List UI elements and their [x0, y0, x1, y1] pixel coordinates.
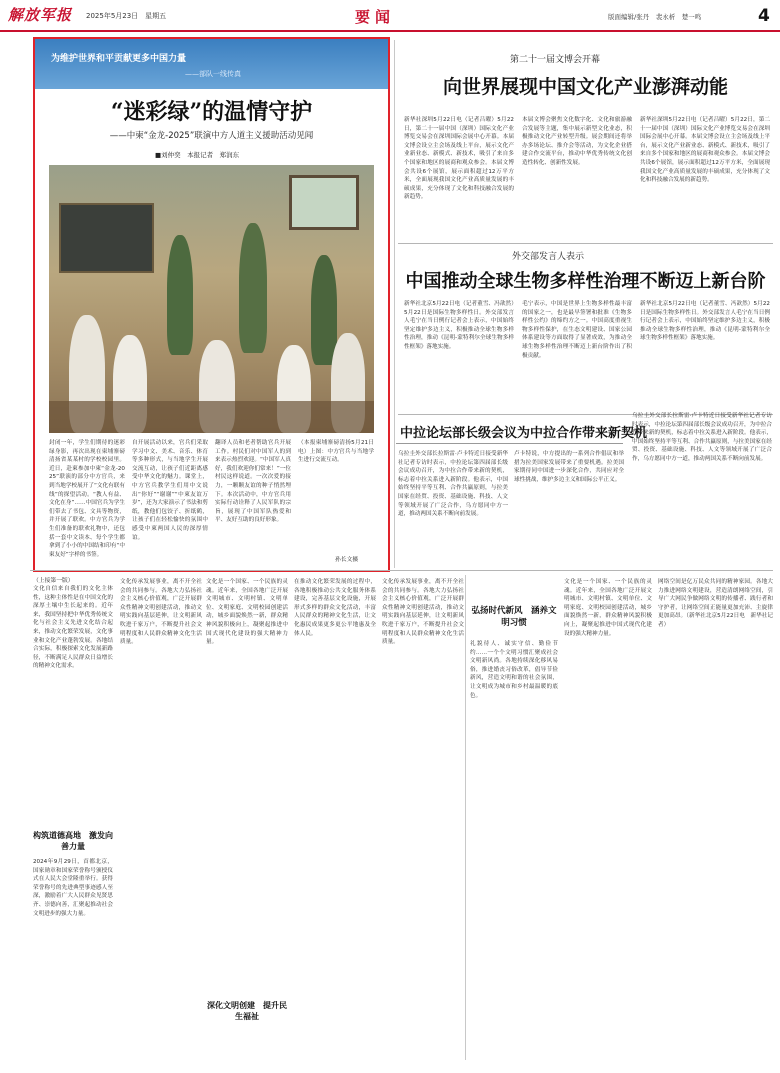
feature-subtitle: ——中柬“金龙-2025”联演中方人道主义援助活动见闻 [109, 131, 314, 141]
article3-body: 乌拉圭外交部长拉斯雷·卢卡特近日接受新华社记者专访时表示，中拉论坛第四届部长级会议成功召开，为中拉合作带来新的契机，标志着中拉关系进入新阶段。他表示，中国始终坚持平等互利、合作共赢原则，与拉美国家在经贸、投资、基础设施、科技、人文等领域开展了广泛合作，乌方愿同中方一道，推动两国关系不断向前发展。 [632, 413, 772, 462]
banner-headline: 为维护世界和平贡献更多中国力量 [51, 54, 187, 64]
page-editors: 版面编辑/张丹 裴永析 楚一鸣 [608, 13, 702, 21]
headline-underline [396, 443, 623, 444]
article1-headline[interactable]: 向世界展现中国文化产业澎湃动能 [442, 76, 728, 98]
article1-body: 新华社深圳5月22日电（记者吕曜）5月22日，第二十一届中国（深圳）国际文化产业博览交易会在深圳国际会展中心开幕。本届文博会设立主会场及线上平台，展示文化产业新业态、新模式、新技术，吸引了来自多个国家和地区的展商和观众参会。本届文博会共设6个展馆，展示面积超过12万平方米，全面展现我国文化产业高质量发展的丰硕成果，充分体现了文化和科技融合发展的新趋势。 [404, 117, 514, 201]
article1-body: 新华社深圳5月22日电（记者吕曜）5月22日，第二十一届中国（深圳）国际文化产业博览交易会在深圳国际会展中心开幕。本届文博会设立主会场及线上平台，展示文化产业新业态、新模式、新技术，吸引了来自多个国家和地区的展商和观众参会。本届文博会共设6个展馆，展示面积超过12万平方米，全面展现我国文化产业高质量发展的丰硕成果，充分体现了文化和科技融合发展的新趋势。 [640, 117, 770, 184]
newspaper-logo: 解放军报 [8, 6, 73, 24]
bottom-column: 文化传承发展事业，离不开全社会的共同参与。各地大力弘扬社会主义核心价值观，广泛开展群众性精神文明创建活动，推动文明实践向基层延伸，让文明新风吹进千家万户，不断提升社会文明程度和人民群众精神文化生活质量。 [120, 579, 202, 646]
bottom-column: 文化自信来自我们的文化主体性，这种主体性是在中国文化的深厚土壤中生长起来的。近年来，我国坚持把中华优秀传统文化与社会主义先进文化结合起来，推动文化繁荣发展，文化事业和文化产业蓬勃发展。各地结合实际，积极探索文化发展新路径，不断满足人民群众日益增长的精神文化需求。 [33, 586, 113, 670]
article1-kicker: 第二十一届文博会开幕 [510, 55, 601, 65]
masthead [0, 0, 780, 30]
article3-body: 卢卡特说，中方提出的一系列合作倡议和举措为拉美国家发展带来了重要机遇。拉美国家期待同中国进一步深化合作，共同应对全球性挑战，维护多边主义和国际公平正义。 [514, 451, 624, 483]
feature-banner [35, 39, 388, 89]
continuation-label: （上接第一版） [33, 578, 74, 584]
bottom-column: 文化是一个国家、一个民族的灵魂。近年来，全国各地广泛开展文明城市、文明村镇、文明单位、文明家庭、文明校园创建活动，城乡面貌焕然一新，群众精神风貌积极向上，凝聚起推进中国式现代化建设的强大精神力量。 [206, 579, 288, 646]
bottom-column: 文化是一个国家、一个民族的灵魂。近年来，全国各地广泛开展文明城市、文明村镇、文明单位、文明家庭、文明校园创建活动，城乡面貌焕然一新，群众精神风貌积极向上，凝聚起推进中国式现代化建设的强大精神力量。 [564, 579, 652, 637]
column-rule [394, 40, 395, 568]
bottom-subhead: 深化文明创建 提升民生福祉 [207, 1000, 287, 1021]
blackboard-shape [59, 203, 154, 273]
feature-column: 翻译人员和老者帮助官兵开展工作。村民们对中国军人的到来表示热烈欢迎。“中国军人真好，我们欢迎你们常来！”一位村民这样说道。一次次爱的接力，一颗颗友谊的种子悄然埋下。本次活动中，中方官兵用实际行动诠释了人民军队的宗旨，展现了中国军队热爱和平、友好互助的良好形象。 [215, 440, 291, 524]
feature-column: 封闭一年，学生们期待的迷彩绿身影，再次出现在柬埔寨磅清扬省某某村的学校校园里。近日，赴柬参加中柬“金龙-2025”联演的部分中方官兵，来到当地学校展开了“文化有联有线”的探望活动。“教人有益、文化在身”……中国官兵为学生们带去了书包、文具等物资，并开展了联欢。中方官兵为学生们准备的联欢礼物中，还包括一套中文读本、每个学生都拿到了小小的中国结和印有“中柬友好”字样的书签。 [49, 440, 125, 558]
feature-article[interactable] [33, 37, 390, 572]
feature-column: 自开展活动以来，官兵们采取学习中文、美术、音乐、体育等多种形式，与当地学生开展交流互动，让孩子们近距离感受中华文化的魅力。课堂上，中方官兵教学生们用中文说出“你好”“谢谢”“中柬友谊万岁”，还为大家演示了书法和剪纸，教他们包饺子、折纸鹤，让孩子们在轻松愉快的氛围中感受中柬两国人民的深厚情谊。 [132, 440, 208, 541]
article2-headline[interactable]: 中国推动全球生物多样性治理不断迈上新台阶 [405, 271, 766, 292]
desk-shape [49, 401, 374, 433]
banner-subline: ——部队一线传真 [185, 70, 241, 78]
section-divider [30, 570, 773, 571]
bottom-column: 文化传承发展事业，离不开全社会的共同参与。各地大力弘扬社会主义核心价值观，广泛开展群众性精神文明创建活动，推动文明实践向基层延伸，让文明新风吹进千家万户，不断提升社会文明程度和人民群众精神文化生活质量。 [382, 579, 464, 646]
article3-body: 乌拉圭外交部长拉斯雷·卢卡特近日接受新华社记者专访时表示，中拉论坛第四届部长级会议成功召开，为中拉合作带来新的契机，标志着中拉关系进入新阶段。他表示，中国始终坚持平等互利、合作共赢原则，与拉美国家在经贸、投资、基础设施、科技、人文等领域开展了广泛合作，乌方愿同中方一道，推动两国关系不断向前发展。 [398, 451, 508, 518]
article3-headline[interactable]: 中拉论坛部长级会议为中拉合作带来新契机 [400, 426, 648, 441]
bottom-column: 礼貌待人、诚实守信、勤俭节约……一个个文明习惯汇聚成社会文明新风尚。各地持续深化移风易俗，推进婚丧习俗改革，倡导节俭新风，营造文明和谐的社会氛围，让文明成为城市和乡村最温暖的底色。 [470, 641, 558, 699]
article2-body: 新华社北京5月22日电（记者董雪、冯歆然）5月22日是国际生物多样性日。外交部发言人毛宁在当日例行记者会上表示，中国始终坚定维护多边主义，积极推动全球生物多样性治理，推动《昆明-蒙特利尔全球生物多样性框架》落地实施。 [404, 301, 514, 350]
bottom-column: 2024年9月29日，首都北京，国家勋章和国家荣誉称号颁授仪式在人民大会堂隆重举行。获得荣誉称号的先进典型事迹感人至深，激励着广大人民群众见贤思齐、崇德向善，汇聚起推动社会文明进步的强大力量。 [33, 859, 113, 917]
article1-body: 本届文博会聚焦文化数字化、文化和旅游融合发展等主题，集中展示新型文化业态，积极推动文化产业转型升级。展会期间还将举办多场论坛、推介会等活动，为文化企业搭建合作交流平台，推动中华优秀传统文化创造性转化、创新性发展。 [522, 117, 632, 166]
article2-body: 新华社北京5月22日电（记者董雪、冯歆然）5月22日是国际生物多样性日。外交部发言人毛宁在当日例行记者会上表示，中国始终坚定维护多边主义，积极推动全球生物多样性治理，推动《昆明-蒙特利尔全球生物多样性框架》落地实施。 [640, 301, 770, 342]
bottom-subhead: 弘扬时代新风 涵养文明习惯 [471, 606, 557, 628]
window-shape [289, 175, 359, 230]
classroom-photo [49, 165, 374, 433]
article2-kicker: 外交部发言人表示 [512, 252, 585, 262]
soldier-figure [239, 223, 267, 353]
section-divider [398, 243, 773, 244]
feature-title: “迷彩绿”的温情守护 [110, 99, 313, 125]
section-title: 要闻 [355, 8, 396, 26]
issue-date: 2025年5月23日 星期五 [86, 12, 167, 20]
feature-column: （本报柬埔寨磅清扬5月21日电）上图：中方官兵与当地学生进行交流互动。 [298, 440, 374, 464]
page-number: 4 [758, 6, 770, 26]
soldier-figure [311, 255, 337, 365]
column-rule [465, 575, 466, 1060]
bottom-column: 网络空间是亿万民众共同的精神家园。各地大力推进网络文明建设，营造清朗网络空间，引导广大网民争做网络文明的传播者、践行者和守护者，让网络空间正能量更加充沛、主旋律更加高昂。（新华社北京5月22日电 新华社记者） [658, 579, 773, 628]
feature-byline: ■刘仲奕 本报记者 郑润东 [155, 151, 240, 159]
photo-credit: 孙长文摄 [335, 557, 359, 563]
masthead-rule [0, 30, 780, 32]
bottom-column: 在推动文化繁荣发展的过程中，各地积极推动公共文化服务体系建设，完善基层文化设施，开展形式多样的群众文化活动，丰富人民群众的精神文化生活，让文化惠民成果更多更公平地惠及全体人民。 [294, 579, 376, 637]
bottom-subhead: 构筑道德高地 激发向善力量 [33, 830, 113, 851]
article2-body: 毛宁表示，中国是世界上生物多样性最丰富的国家之一，也是最早签署和批准《生物多样性公约》的缔约方之一。中国高度重视生物多样性保护，在生态文明建设、国家公园体系建设等方面取得了显著成效，为推动全球生物多样性治理不断迈上新台阶作出了积极贡献。 [522, 301, 632, 359]
soldier-figure [167, 235, 193, 355]
